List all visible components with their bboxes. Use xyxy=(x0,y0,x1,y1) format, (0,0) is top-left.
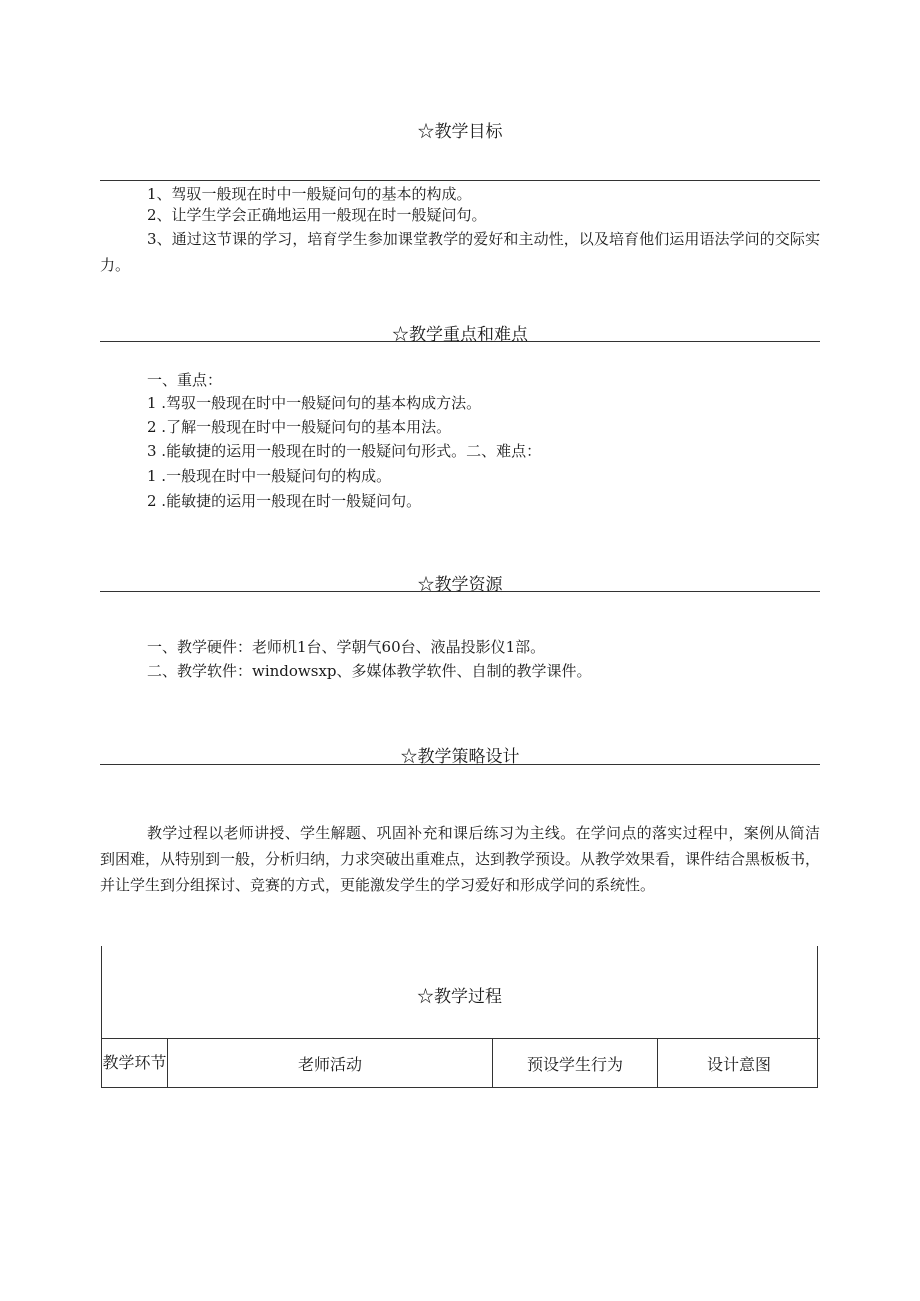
strategy-paragraph: 教学过程以老师讲授、学生解题、巩固补充和课后练习为主线。在学问点的落实过程中，案例从简洁到困难，从特别到一般，分析归纳，力求突破出重难点，达到教学预设。从教学效果看，课件结合黑板板书，并让学生到分组探讨、竞赛的方式，更能激发学生的学习爱好和形成学问的系统性。 xyxy=(100,824,821,894)
goals-item-2: 2、让学生学会正确地运用一般现在时一般疑问句。 xyxy=(147,206,487,224)
keypoints-line: 1 .一般现在时中一般疑问句的构成。 xyxy=(147,467,392,485)
resources-heading: ☆教学资源 xyxy=(417,575,503,595)
keypoints-heading: ☆教学重点和难点 xyxy=(392,325,528,345)
resources-divider xyxy=(100,591,820,592)
goals-item-1: 1、驾驭一般现在时中一般疑问句的基本的构成。 xyxy=(147,185,472,203)
strategy-divider xyxy=(100,764,820,765)
resources-line: 一、教学硬件：老师机1台、学朝气60台、液晶投影仪1部。 xyxy=(147,638,546,656)
column-header-design-intent: 设计意图 xyxy=(706,1054,771,1074)
keypoints-line: 1 .驾驭一般现在时中一般疑问句的基本构成方法。 xyxy=(147,394,482,412)
keypoints-line: 2 .了解一般现在时中一般疑问句的基本用法。 xyxy=(147,418,452,436)
keypoints-line: 2 .能敏捷的运用一般现在时一般疑问句。 xyxy=(147,492,422,510)
keypoints-line: 3 .能敏捷的运用一般现在时的一般疑问句形式。二、难点： xyxy=(147,442,542,460)
table-header-row xyxy=(102,1039,820,1088)
goals-divider xyxy=(100,180,820,181)
goals-heading: ☆教学目标 xyxy=(417,122,503,142)
goals-paragraph: 3、通过这节课的学习，培育学生参加课堂教学的爱好和主动性，以及培育他们运用语法学问的交际实力。 xyxy=(100,230,820,274)
column-header-stage: 教学环节 xyxy=(102,1039,168,1088)
process-table-box xyxy=(101,946,818,1088)
column-header-student-behavior: 预设学生行为 xyxy=(493,1039,658,1088)
keypoints-divider xyxy=(100,341,820,342)
resources-line: 二、教学软件：windowsxp、多媒体教学软件、自制的教学课件。 xyxy=(147,662,592,680)
strategy-heading: ☆教学策略设计 xyxy=(400,747,520,767)
process-heading: ☆教学过程 xyxy=(417,987,502,1007)
column-header-teacher-activity: 老师活动 xyxy=(168,1039,493,1088)
process-table xyxy=(102,1038,820,1087)
keypoints-line: 一、重点： xyxy=(147,371,223,389)
